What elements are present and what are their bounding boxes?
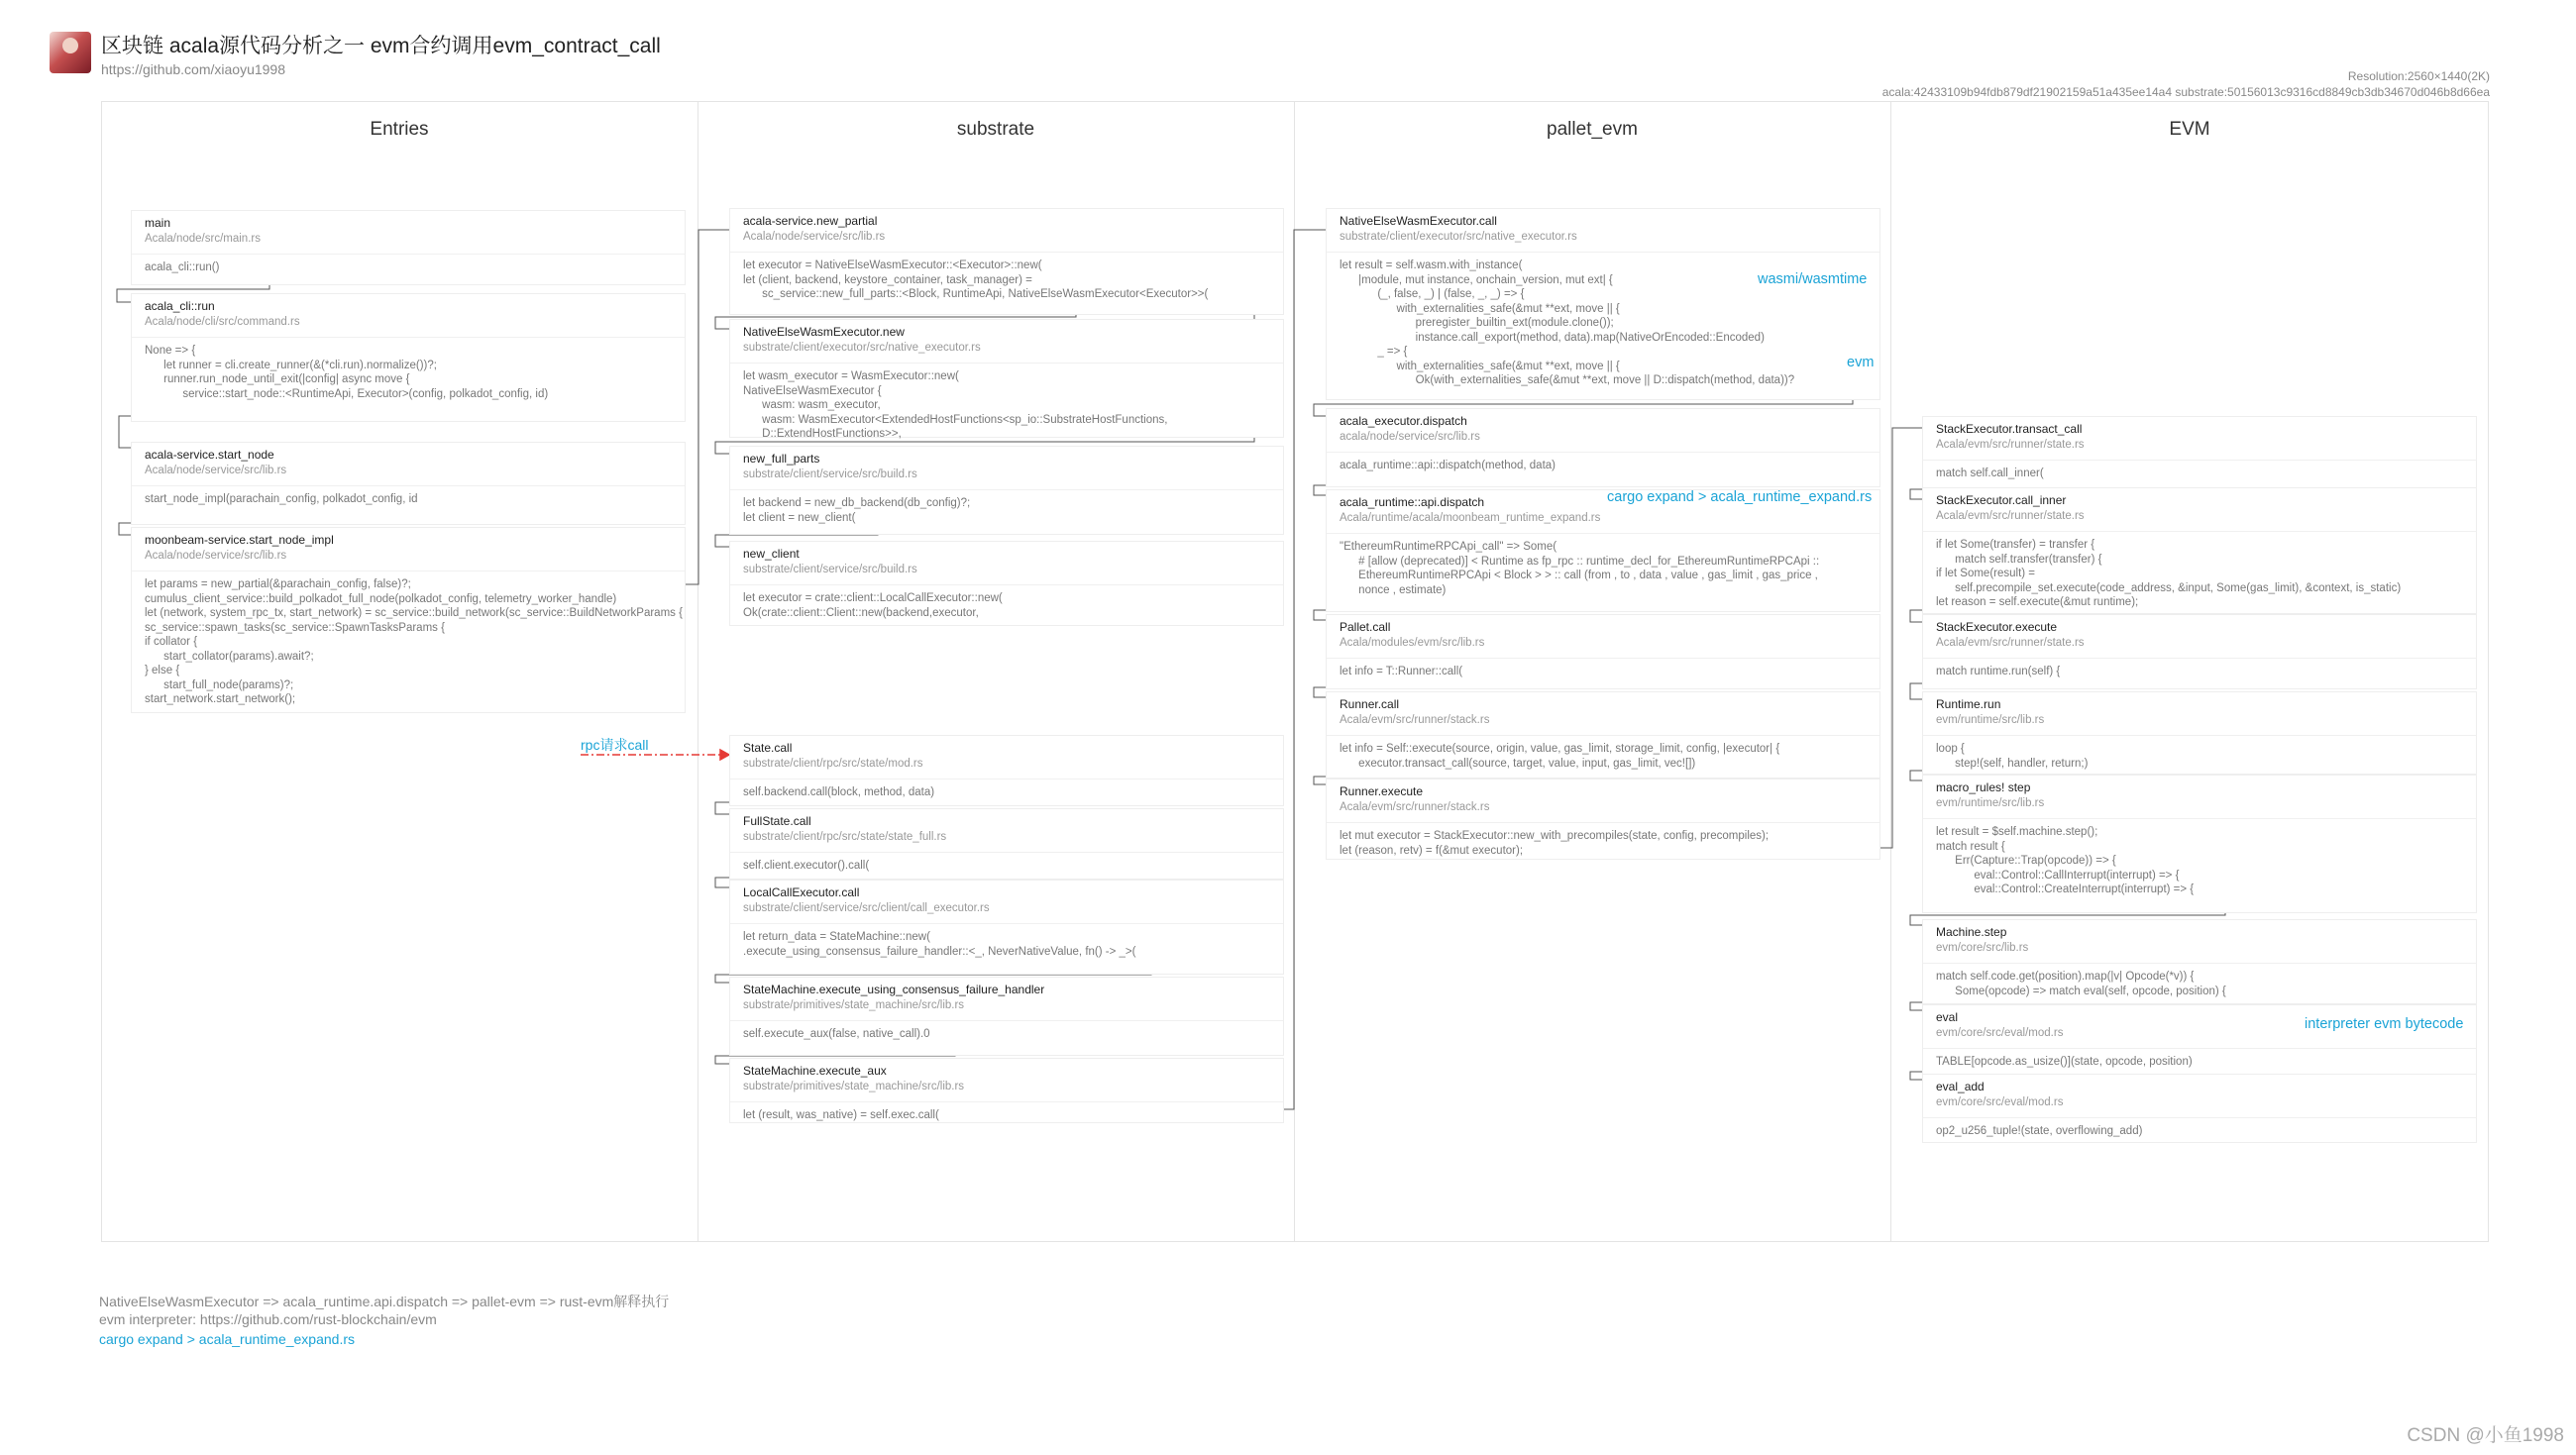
pallet-card-runner-call [1326, 691, 1880, 779]
source-path: evm/runtime/src/lib.rs [1936, 797, 2045, 809]
note-evm: evm [1847, 355, 1875, 370]
code-snippet: acala_cli::run() [145, 261, 220, 273]
evm-card-runtime-run [1922, 691, 2477, 775]
function-name: StateMachine.execute_using_consensus_failure_handler [743, 983, 1045, 996]
page-title: 区块链 acala源代码分析之一 evm合约调用evm_contract_call [101, 35, 661, 57]
function-name: Machine.step [1936, 925, 2007, 939]
substrate-card-new-client [729, 541, 1284, 626]
code-snippet: let mut executor = StackExecutor::new_with_precompiles(state, config, precompiles); let (reason, retv) = f(&mut executor); [1340, 830, 1770, 857]
source-path: Acala/node/service/src/lib.rs [145, 465, 287, 476]
function-name: StackExecutor.transact_call [1936, 422, 2083, 436]
code-snippet: let (result, was_native) = self.exec.call( [743, 1109, 939, 1121]
source-path: substrate/client/service/src/build.rs [743, 468, 917, 480]
function-name: acala_cli::run [145, 299, 215, 313]
code-snippet: TABLE[opcode.as_usize()](state, opcode, position) [1936, 1056, 2193, 1068]
evm-card-eval [1922, 1004, 2477, 1076]
code-snippet: let result = $self.machine.step(); match result { Err(Capture::Trap(opcode)) => { eval::Control::CallInterrupt(interrupt) => { eval::Control::CreateInterrupt(interrupt) => { [1936, 826, 2195, 895]
evm-card-machine-step [1922, 919, 2477, 1004]
function-name: FullState.call [743, 814, 811, 828]
code-snippet: let params = new_partial(&parachain_config, false)?; cumulus_client_service::build_polkadot_full_node(polkadot_config, telemetry_worker_handle) let (network, system_rpc_tx, start_network) = sc_service::build_network(sc_service::BuildNetworkParams { sc_service::spawn_tasks(sc_service::SpawnTasksParams { if collator { start_collator(params).await?; } else { start_full_node(params)?; start_network.start_network(); [145, 578, 683, 705]
source-path: substrate/client/service/src/build.rs [743, 564, 917, 575]
source-path: acala/node/service/src/lib.rs [1340, 431, 1480, 443]
code-snippet: self.client.executor().call( [743, 860, 870, 872]
code-snippet: let result = self.wasm.with_instance( |module, mut instance, onchain_version, mut ext| { (_, false, _) | (false, _, _) => { with_externalities_safe(&mut **ext, move || { preregister_builtin_ext(module.clone()); instance.call_export(method, data).map(NativeOrEncoded::Encoded) _ => { with_externalities_safe(&mut **ext, move || { Ok(with_externalities_safe(&mut **ext, move || D::dispatch(method, data))? [1340, 260, 1795, 386]
function-name: eval_add [1936, 1080, 1985, 1093]
source-path: Acala/evm/src/runner/state.rs [1936, 439, 2085, 451]
entry-card-cli-run [131, 293, 686, 422]
note-cargo-expand: cargo expand > acala_runtime_expand.rs [1607, 489, 1873, 505]
code-snippet: acala_runtime::api::dispatch(method, data) [1340, 460, 1556, 471]
code-snippet: if let Some(transfer) = transfer { match self.transfer(transfer) { if let Some(result) = self.precompile_set.execute(code_address, &input, Some(gas_limit), &context, is_static) let reason = self.execute(&mut runtime); [1936, 539, 2402, 608]
code-snippet: start_node_impl(parachain_config, polkadot_config, id [145, 493, 418, 505]
function-name: new_full_parts [743, 452, 820, 466]
code-snippet: let wasm_executor = WasmExecutor::new( NativeElseWasmExecutor { wasm: wasm_executor, wasm: WasmExecutor<ExtendedHostFunctions<sp_io::SubstrateHostFunctions, D::ExtendHostFunctions>>, [743, 370, 1168, 440]
code-snippet: loop { step!(self, handler, return;) [1936, 743, 2089, 770]
function-name: NativeElseWasmExecutor.call [1340, 214, 1497, 228]
code-snippet: self.backend.call(block, method, data) [743, 786, 935, 798]
substrate-card-new-full-parts [729, 446, 1284, 535]
function-name: NativeElseWasmExecutor.new [743, 325, 905, 339]
function-name: macro_rules! step [1936, 780, 2031, 794]
entry-card-start-node-impl [131, 527, 686, 713]
substrate-card-executor-new [729, 319, 1284, 438]
function-name: Runtime.run [1936, 697, 2001, 711]
code-snippet: match self.call_inner( [1936, 468, 2044, 479]
source-path: substrate/primitives/state_machine/src/lib.rs [743, 999, 965, 1011]
code-snippet: let info = T::Runner::call( [1340, 666, 1463, 677]
code-snippet: op2_u256_tuple!(state, overflowing_add) [1936, 1125, 2143, 1137]
function-name: Pallet.call [1340, 620, 1391, 634]
evm-card-macro-step [1922, 775, 2477, 913]
code-snippet: "EthereumRuntimeRPCApi_call" => Some( # [allow (deprecated)] < Runtime as fp_rpc :: runtime_decl_for_EthereumRuntimeRPCApi :: EthereumRuntimeRPCApi < Block > > :: call (from , to , data , value , gas_limit , gas_price , nonce , estimate) [1340, 541, 1820, 596]
note-wasmi-wasmtime: wasmi/wasmtime [1758, 271, 1868, 287]
source-path: Acala/evm/src/runner/stack.rs [1340, 801, 1490, 813]
substrate-card-local-call-executor [729, 880, 1284, 975]
source-path: Acala/evm/src/runner/stack.rs [1340, 714, 1490, 726]
code-snippet: match self.code.get(position).map(|v| Opcode(*v)) { Some(opcode) => match eval(self, opcode, position) { [1936, 971, 2226, 997]
csdn-watermark: CSDN @小鱼1998 [2407, 1425, 2564, 1446]
entry-card-main [131, 210, 686, 285]
code-snippet: let executor = crate::client::LocalCallExecutor::new( Ok(crate::client::Client::new(backend,executor, [743, 592, 1003, 619]
substrate-card-fullstate-call [729, 808, 1284, 880]
function-name: main [145, 216, 171, 230]
function-name: Runner.execute [1340, 784, 1424, 798]
rpc-arrow-head [720, 750, 729, 760]
code-snippet: let backend = new_db_backend(db_config)?; let client = new_client( [743, 497, 971, 524]
source-path: substrate/client/executor/src/native_executor.rs [1340, 231, 1577, 243]
code-snippet: None => { let runner = cli.create_runner(&(*cli.run).normalize())?; runner.run_node_until_exit(|config| async move { service::start_node::<RuntimeApi, Executor>(config, polkadot_config, id) [145, 345, 549, 400]
pallet-card-native-call [1326, 208, 1880, 400]
function-name: Runner.call [1340, 697, 1400, 711]
function-name: State.call [743, 741, 793, 755]
function-name: StackExecutor.call_inner [1936, 493, 2067, 507]
evm-card-stack-execute [1922, 614, 2477, 689]
code-snippet: self.execute_aux(false, native_call).0 [743, 1028, 930, 1040]
column-header-pallet-evm: pallet_evm [1547, 119, 1638, 140]
substrate-card-state-machine-execute [729, 977, 1284, 1056]
source-path: substrate/client/executor/src/native_executor.rs [743, 342, 981, 354]
source-path: Acala/modules/evm/src/lib.rs [1340, 637, 1485, 649]
github-link[interactable]: https://github.com/xiaoyu1998 [101, 61, 286, 77]
evm-card-transact-call [1922, 416, 2477, 491]
function-name: new_client [743, 547, 800, 561]
code-snippet: match runtime.run(self) { [1936, 666, 2061, 677]
entry-card-start-node [131, 442, 686, 525]
source-path: substrate/client/rpc/src/state/mod.rs [743, 758, 923, 770]
rpc-call-label: rpc请求call [581, 737, 649, 753]
function-name: eval [1936, 1010, 1959, 1024]
source-path: Acala/node/service/src/lib.rs [145, 550, 287, 562]
substrate-card-state-call [729, 735, 1284, 806]
footer-cargo-expand: cargo expand > acala_runtime_expand.rs [99, 1331, 356, 1347]
note-interpreter-evm-bytecode: interpreter evm bytecode [2305, 1016, 2464, 1032]
evm-card-eval-add [1922, 1074, 2477, 1143]
column-header-substrate: substrate [956, 119, 1035, 140]
source-path: Acala/node/service/src/lib.rs [743, 231, 886, 243]
source-path: evm/core/src/eval/mod.rs [1936, 1096, 2064, 1108]
substrate-card-new-partial [729, 208, 1284, 315]
source-path: Acala/evm/src/runner/state.rs [1936, 637, 2085, 649]
source-path: Acala/evm/src/runner/state.rs [1936, 510, 2085, 522]
function-name: acala-service.start_node [145, 448, 274, 462]
footer-summary: NativeElseWasmExecutor => acala_runtime.api.dispatch => pallet-evm => rust-evm解释执行 [99, 1294, 670, 1309]
function-name: moonbeam-service.start_node_impl [145, 533, 334, 547]
source-path: Acala/node/cli/src/command.rs [145, 316, 300, 328]
function-name: LocalCallExecutor.call [743, 885, 860, 899]
function-name: acala_runtime::api.dispatch [1340, 495, 1485, 509]
function-name: acala_executor.dispatch [1340, 414, 1467, 428]
evm-card-call-inner [1922, 487, 2477, 614]
source-path: substrate/client/rpc/src/state/state_full.rs [743, 831, 947, 843]
pallet-card-acala-executor-dispatch [1326, 408, 1880, 487]
pallet-card-runtime-api-dispatch [1326, 489, 1880, 612]
pallet-card-runner-execute [1326, 779, 1880, 860]
source-path: substrate/client/service/src/client/call_executor.rs [743, 902, 990, 914]
source-path: substrate/primitives/state_machine/src/lib.rs [743, 1081, 965, 1092]
code-snippet: let info = Self::execute(source, origin, value, gas_limit, storage_limit, config, |executor| { executor.transact_call(source, target, value, input, gas_limit, vec![]) [1340, 743, 1780, 770]
source-path: Acala/node/src/main.rs [145, 233, 261, 245]
pallet-card-pallet-call [1326, 614, 1880, 689]
source-path: evm/runtime/src/lib.rs [1936, 714, 2045, 726]
column-header-entries: Entries [370, 119, 429, 140]
function-name: StackExecutor.execute [1936, 620, 2058, 634]
source-path: evm/core/src/lib.rs [1936, 942, 2029, 954]
version-hashes: acala:42433109b94fdb879df21902159a51a435ee14a4 substrate:50156013c9316cd8849cb3db34670d046b8d66ea [1881, 85, 2490, 99]
column-header-evm: EVM [2169, 119, 2210, 140]
code-snippet: let executor = NativeElseWasmExecutor::<Executor>::new( let (client, backend, keystore_container, task_manager) = sc_service::new_full_parts::<Block, RuntimeApi, NativeElseWasmExecutor<Executor>>( [743, 260, 1209, 300]
source-path: evm/core/src/eval/mod.rs [1936, 1027, 2064, 1039]
footer-evm-interpreter: evm interpreter: https://github.com/rust-blockchain/evm [99, 1311, 437, 1327]
source-path: Acala/runtime/acala/moonbeam_runtime_expand.rs [1340, 512, 1601, 524]
substrate-card-execute-aux [729, 1058, 1284, 1123]
resolution-label: Resolution:2560×1440(2K) [2347, 69, 2490, 83]
function-name: StateMachine.execute_aux [743, 1064, 887, 1078]
code-snippet: let return_data = StateMachine::new( .execute_using_consensus_failure_handler::<_, NeverNativeValue, fn() -> _>( [743, 931, 1136, 958]
function-name: acala-service.new_partial [743, 214, 878, 228]
